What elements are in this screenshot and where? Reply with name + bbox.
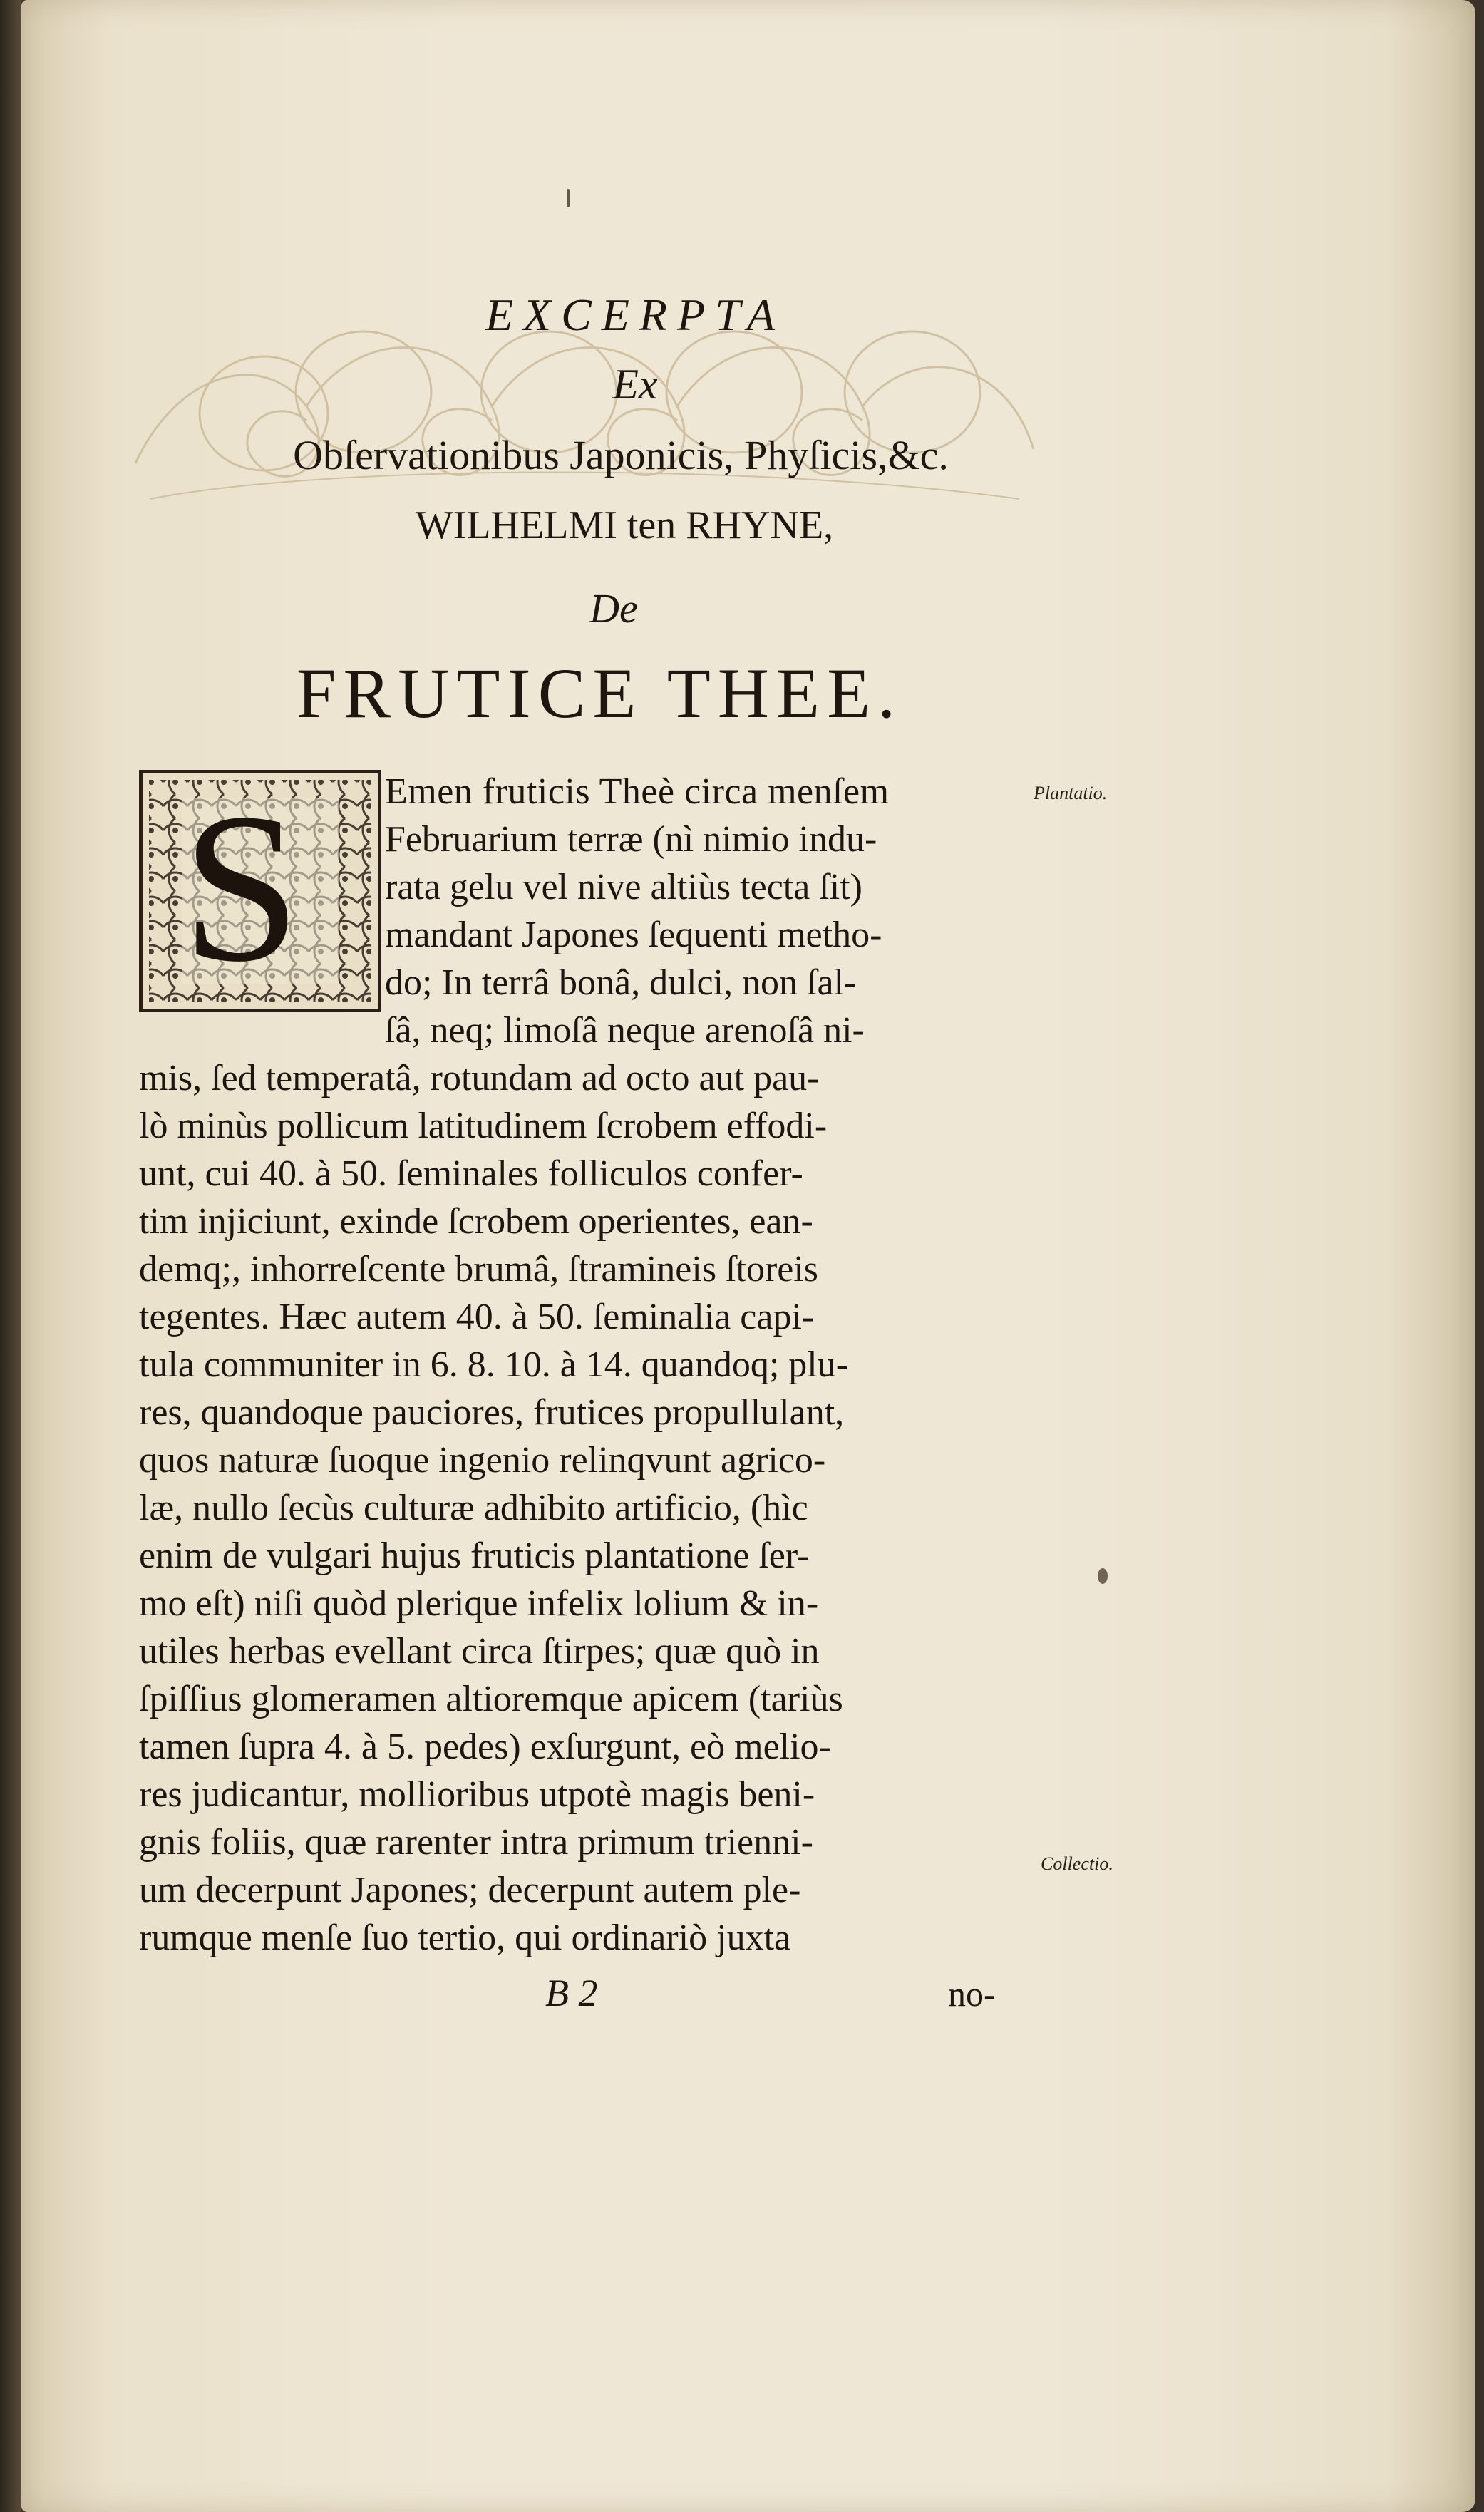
text-line-1: Emen fruticis Theè circa menſem bbox=[385, 771, 890, 812]
text-line-23: gnis foliis, quæ rarenter intra primum trienni- bbox=[139, 1822, 813, 1863]
text-line-21: tamen ſupra 4. à 5. pedes) exſurgunt, eò melio- bbox=[139, 1726, 831, 1767]
marginal-note-collectio: Collectio. bbox=[1041, 1853, 1113, 1874]
heading-de: De bbox=[589, 585, 638, 632]
text-line-22: res judicantur, mollioribus utpotè magis beni- bbox=[139, 1774, 815, 1815]
heading-ex: Ex bbox=[612, 361, 658, 408]
heading-author: WILHELMI ten RHYNE, bbox=[415, 503, 834, 547]
text-line-12: tegentes. Hæc autem 40. à 50. ſeminalia capi- bbox=[139, 1297, 815, 1337]
text-line-18: mo eſt) niſi quòd plerique infelix lolium & in- bbox=[139, 1583, 819, 1624]
text-line-2: Februarium terræ (nì nimio indu- bbox=[385, 819, 877, 860]
text-line-5: do; In terrâ bonâ, dulci, non ſal- bbox=[385, 962, 857, 1003]
text-line-24: um decerpunt Japones; decerpunt autem ple- bbox=[139, 1870, 801, 1910]
catchword: no- bbox=[948, 1974, 996, 2014]
text-line-8: lò minùs pollicum latitudinem ſcrobem effodi- bbox=[139, 1106, 828, 1146]
text-line-17: enim de vulgari hujus fruticis plantatione ſer- bbox=[139, 1535, 810, 1576]
heading-excerpta: EXCERPTA bbox=[485, 289, 785, 340]
text-line-16: læ, nullo ſecùs culturæ adhibito artificio, (hìc bbox=[139, 1488, 808, 1528]
text-line-13: tula communiter in 6. 8. 10. à 14. quandoq; plu- bbox=[139, 1344, 849, 1385]
text-line-11: demq;, inhorreſcente brumâ, ſtramineis ſtoreis bbox=[139, 1249, 819, 1290]
paper-blemish bbox=[1098, 1568, 1108, 1584]
text-line-10: tim injiciunt, exinde ſcrobem operientes, ean- bbox=[139, 1201, 813, 1242]
heading-observationibus: Obſervationibus Japonicis, Phyſicis,&c. bbox=[293, 432, 949, 478]
paper-speck bbox=[567, 189, 570, 207]
text-line-15: quos naturæ ſuoque ingenio relinqvunt agrico- bbox=[139, 1440, 826, 1481]
text-line-9: unt, cui 40. à 50. ſeminales folliculos confer- bbox=[139, 1153, 803, 1194]
text-line-14: res, quandoque pauciores, frutices propullulant, bbox=[139, 1392, 845, 1433]
text-line-7: mis, ſed temperatâ, rotundam ad octo aut pau- bbox=[139, 1058, 820, 1098]
text-line-20: ſpiſſius glomeramen altioremque apicem (tariùs bbox=[139, 1679, 843, 1719]
page-title: FRUTICE THEE. bbox=[296, 654, 903, 733]
text-line-25: rumque menſe ſuo tertio, qui ordinariò juxta bbox=[139, 1918, 791, 1958]
text-line-4: mandant Japones ſequenti metho- bbox=[385, 915, 882, 955]
text-line-3: rata gelu vel nive altiùs tecta ſit) bbox=[385, 867, 862, 907]
marginal-note-plantatio: Plantatio. bbox=[1034, 783, 1108, 803]
text-line-19: utiles herbas evellant circa ſtirpes; quæ quò in bbox=[139, 1631, 820, 1672]
signature-mark: B 2 bbox=[545, 1972, 598, 2014]
text-line-6: ſâ, neq; limoſâ neque arenoſâ ni- bbox=[385, 1010, 865, 1051]
dropcap-letter: S bbox=[182, 769, 301, 1006]
